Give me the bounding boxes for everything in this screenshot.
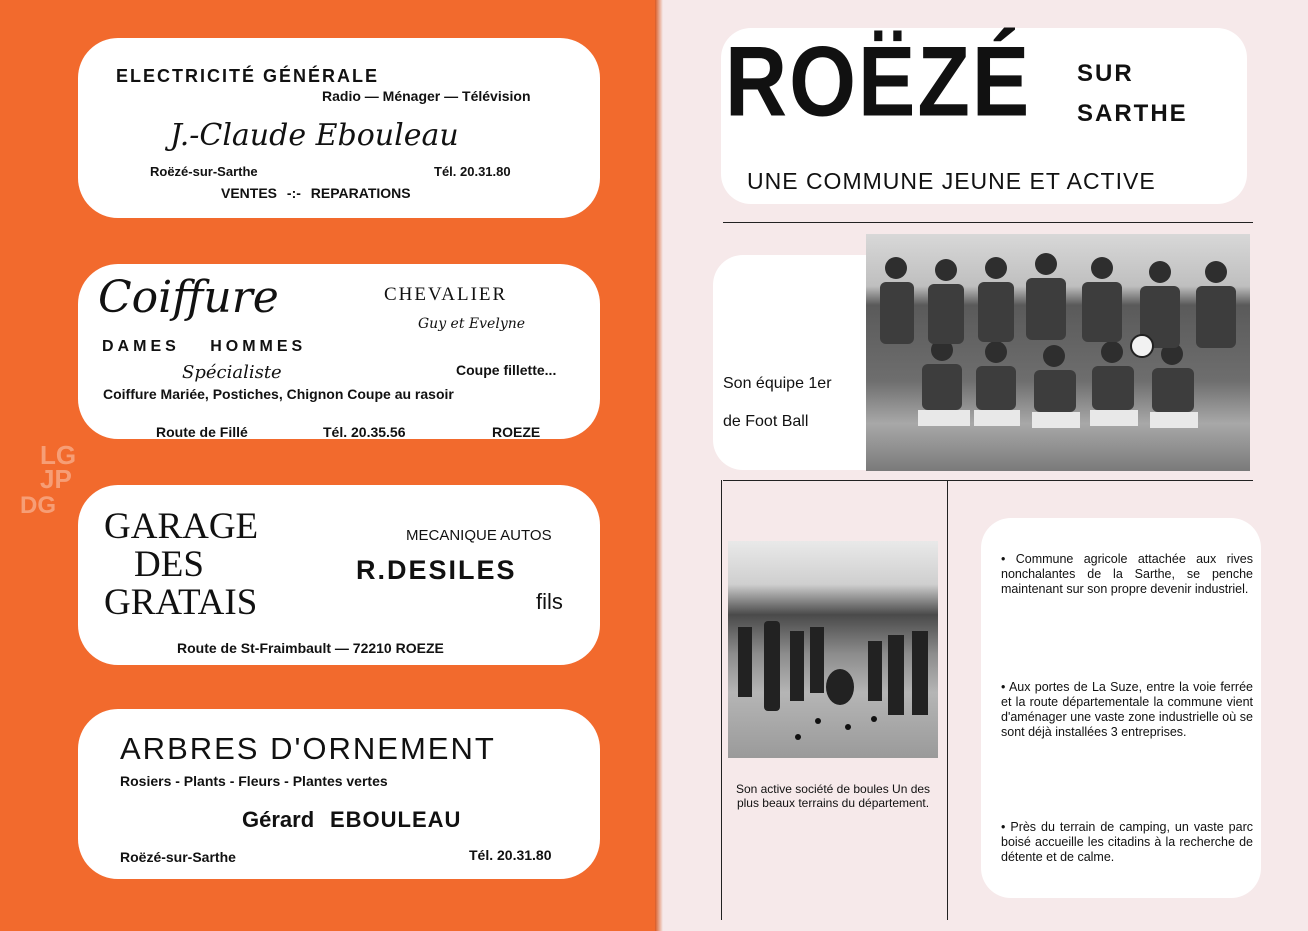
ad2-name: CHEVALIER (384, 284, 508, 305)
title-sarthe: SARTHE (1077, 100, 1188, 127)
watermark-jp: JP (40, 464, 72, 494)
page-fold (655, 0, 663, 931)
ad2-title: Coiffure (98, 272, 279, 323)
ad3-suffix: fils (536, 589, 563, 614)
ad1-services: Radio — Ménager — Télévision (322, 88, 531, 104)
ad2-services: Coiffure Mariée, Postiches, Chignon Coupe au rasoir (103, 386, 454, 402)
ad-arbres (78, 709, 600, 879)
ad-coiffure (78, 264, 600, 439)
ad4-owner-first: Gérard (242, 807, 315, 832)
ad2-dames-hommes: DAMES HOMMES (102, 338, 307, 355)
ad3-owner: R.DESILES (356, 555, 517, 585)
ad1-town: Roëzé-sur-Sarthe (150, 164, 258, 179)
ad1-company: ELECTRICITÉ GÉNÉRALE (116, 66, 380, 86)
team-caption-1: Son équipe 1er (723, 375, 832, 392)
bullet-2: • Aux portes de La Suze, entre la voie ferrée et la route départementale la commune vient d'aménager une vaste zone industrielle où se sont déjà installées 3 entreprises. (1001, 680, 1253, 739)
right-page (663, 0, 1308, 931)
ad3-garage-line2: DES (134, 544, 204, 585)
title-card (721, 28, 1247, 204)
watermark-dg: DG (20, 492, 56, 519)
football-team-photo (866, 234, 1250, 471)
ad2-phone: Tél. 20.35.56 (323, 424, 406, 440)
ad2-specialist: Spécialiste (182, 362, 282, 383)
ad3-address: Route de St-Fraimbault — 72210 ROEZE (177, 640, 444, 656)
ad2-address: Route de Fillé (156, 424, 248, 440)
boules-photo (728, 541, 938, 758)
ad-garage (78, 485, 600, 665)
ad2-town: ROEZE (492, 424, 541, 440)
ad4-title: ARBRES D'ORNEMENT (120, 731, 496, 766)
ad2-coupe-fillette: Coupe fillette... (456, 362, 557, 378)
ad4-town: Roëzé-sur-Sarthe (120, 849, 236, 865)
title-roeze: ROËZÉ (725, 27, 1032, 138)
ad4-products: Rosiers - Plants - Fleurs - Plantes vertes (120, 773, 388, 789)
divider-left-vertical (721, 480, 722, 920)
ad1-owner: J.-Claude Ebouleau (170, 118, 459, 153)
bullet-card (981, 518, 1261, 898)
divider-middle (723, 480, 1253, 481)
watermark-lg: LG (40, 440, 77, 470)
ad3-mechanic: MECANIQUE AUTOS (406, 527, 552, 544)
ad4-phone: Tél. 20.31.80 (469, 847, 552, 863)
ad1-sales: VENTES -:- REPARATIONS (221, 185, 411, 201)
ad4-owner-last: EBOULEAU (330, 807, 462, 832)
ad3-garage-line3: GRATAIS (104, 582, 258, 623)
slogan: UNE COMMUNE JEUNE ET ACTIVE (747, 168, 1156, 194)
ad3-garage-line1: GARAGE (104, 506, 259, 547)
divider-center-vertical (947, 480, 948, 920)
divider-top (723, 222, 1253, 223)
ad2-owners: Guy et Evelyne (418, 316, 526, 332)
football-players-illustration (866, 234, 1250, 471)
team-caption-2: de Foot Ball (723, 413, 809, 430)
ad-electricite (78, 38, 600, 218)
boules-players-illustration (728, 541, 938, 758)
title-sur: SUR (1077, 60, 1134, 87)
boules-caption: Son active société de boules Un des plus beaux terrains du département. (735, 782, 931, 810)
bullet-1: • Commune agricole attachée aux rives nonchalantes de la Sarthe, se penche maintenant sur son propre devenir industriel. (1001, 552, 1253, 596)
bullet-3: • Près du terrain de camping, un vaste parc boisé accueille les citadins à la recherche de détente et de calme. (1001, 820, 1253, 864)
ad1-phone: Tél. 20.31.80 (434, 164, 511, 179)
